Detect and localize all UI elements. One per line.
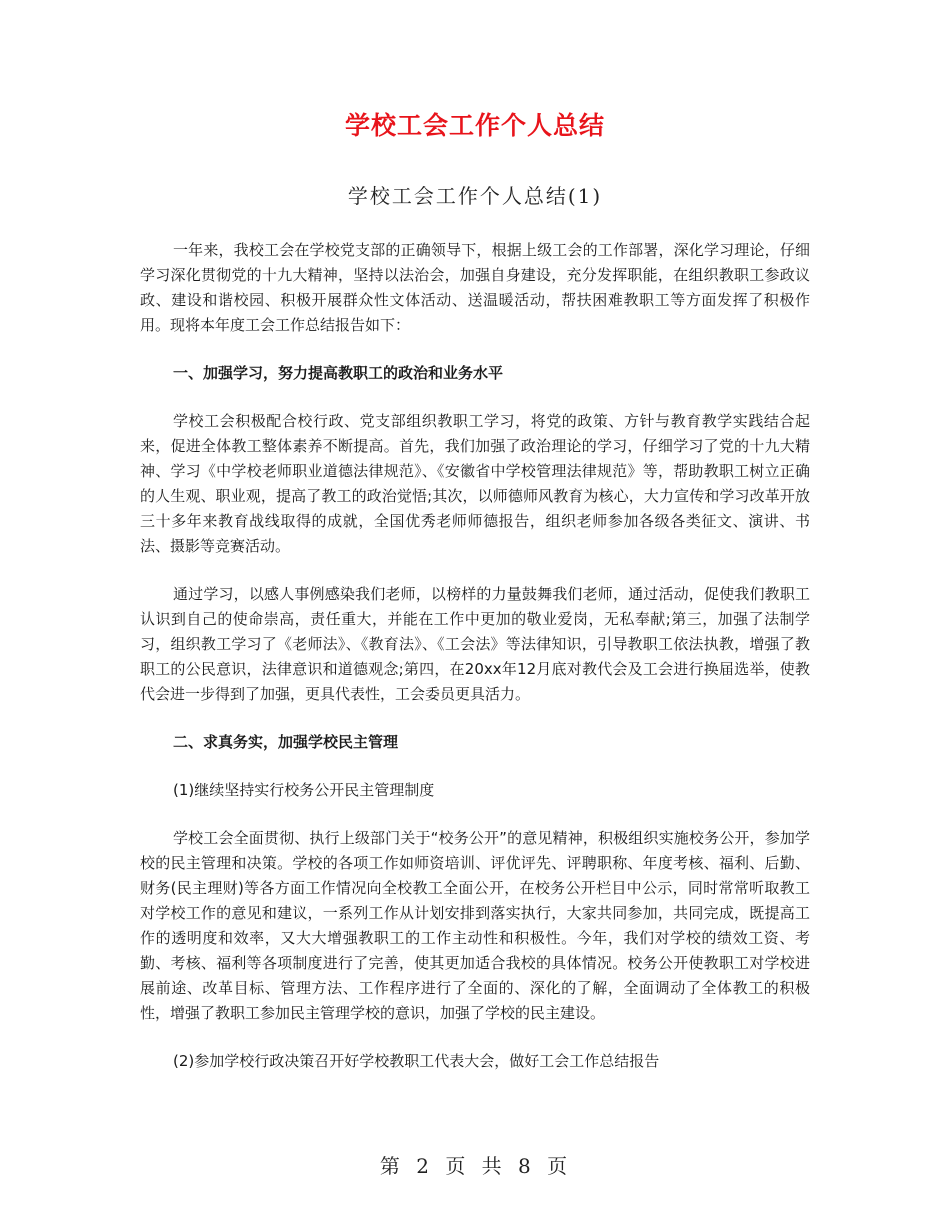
sub-heading-2: (2)参加学校行政决策召开好学校教职工代表大会，做好工会工作总结报告 [173, 1052, 660, 1070]
document-subtitle: 学校工会工作个人总结(1) [347, 184, 603, 208]
sub-heading-1: (1)继续坚持实行校务公开民主管理制度 [173, 781, 435, 799]
body-paragraph: 学校工会积极配合校行政、党支部组织教职工学习，将党的政策、方针与教育教学实践结合起来，促进全体教工整体素养不断提高。首先，我们加强了政治理论的学习，仔细学习了党的十九大精神、学习《中学校老师职业道德法律规范》、《安徽省中学校管理法律规范》等，帮助教职工树立正确的人生观、职业观，提高了教工的政治觉悟;其次，以师德师风教育为核心，大力宣传和学习改革开放三十多年来教育战线取得的成就，全国优秀老师师德报告，组织老师参加各级各类征文、演讲、书法、摄影等竞赛活动。 [140, 412, 810, 555]
document-title: 学校工会工作个人总结 [344, 111, 605, 140]
section-heading-2: 二、求真务实，加强学校民主管理 [173, 733, 399, 751]
body-paragraph: 通过学习，以感人事例感染我们老师，以榜样的力量鼓舞我们老师，通过活动，促使我们教职工认识到自己的使命崇高，责任重大，并能在工作中更加的敬业爱岗，无私奉献;第三，加强了法制学习，组织教工学习了《老师法》、《教育法》、《工会法》等法律知识，引导教职工依法执教，增强了教职工的公民意识，法律意识和道德观念;第四，在20xx年12月底对教代会及工会进行换届选举，使教代会进一步得到了加强，更具代表性，工会委员更具活力。 [140, 585, 810, 703]
body-paragraph: 学校工会全面贯彻、执行上级部门关于“校务公开”的意见精神，积极组织实施校务公开，参加学校的民主管理和决策。学校的各项工作如师资培训、评优评先、评聘职称、年度考核、福利、后勤、财务(民主理财)等各方面工作情况向全校教工全面公开，在校务公开栏目中公示，同时常常听取教工对学校工作的意见和建议，一系列工作从计划安排到落实执行，大家共同参加，共同完成，既提高工作的透明度和效率，又大大增强教职工的工作主动性和积极性。今年，我们对学校的绩效工资、考勤、考核、福利等各项制度进行了完善，使其更加适合我校的具体情况。校务公开使教职工对学校进展前途、改革目标、管理方法、工作程序进行了全面的、深化的了解，全面调动了全体教工的积极性，增强了教职工参加民主管理学校的意识，加强了学校的民主建设。 [140, 829, 810, 1022]
page-number-footer: 第 2 页 共 8 页 [379, 1154, 571, 1178]
section-heading-1: 一、加强学习，努力提高教职工的政治和业务水平 [173, 364, 504, 382]
document-body [140, 238, 810, 1097]
intro-paragraph: 一年来，我校工会在学校党支部的正确领导下，根据上级工会的工作部署，深化学习理论，仔细学习深化贯彻党的十九大精神，坚持以法治会，加强自身建设，充分发挥职能，在组织教职工参政议政、建设和谐校园、积极开展群众性文体活动、送温暖活动，帮扶困难教职工等方面发挥了积极作用。现将本年度工会工作总结报告如下： [140, 241, 810, 334]
